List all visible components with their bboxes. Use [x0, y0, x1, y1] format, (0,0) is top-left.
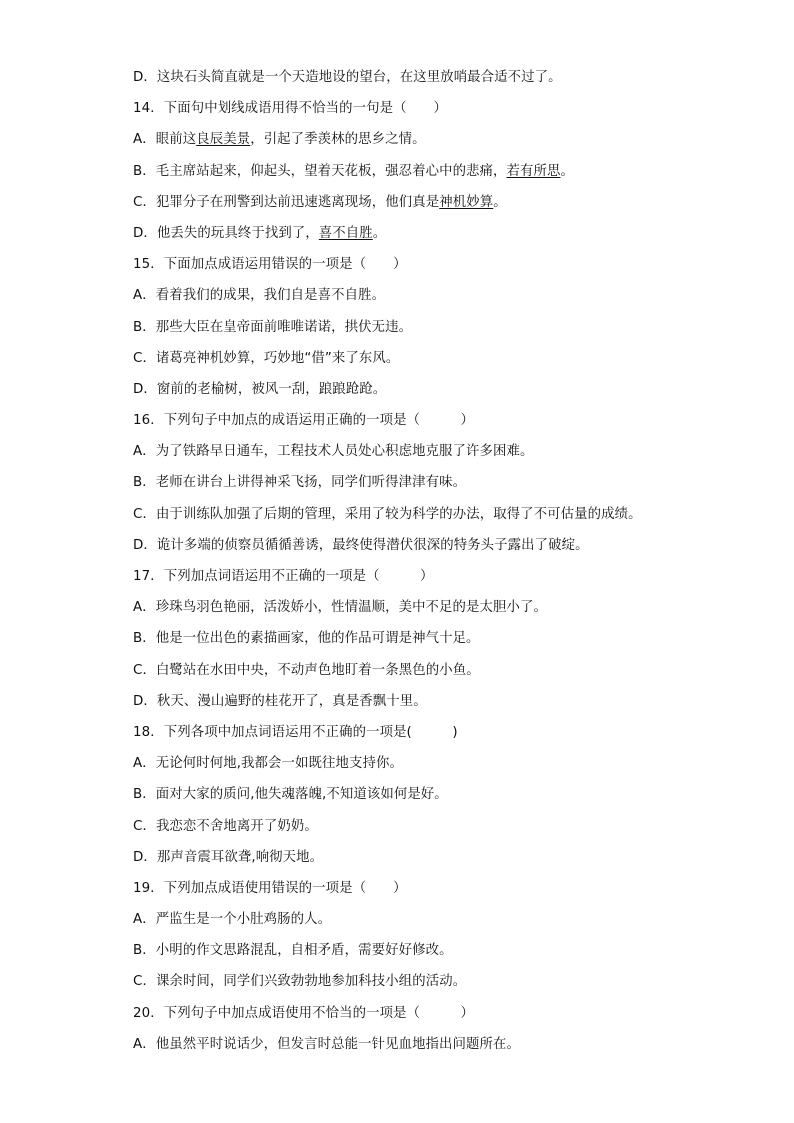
text-segment: D．诡计多端的侦察员循循善诱，最终使得潜伏很深的特务头子露出了破绽。	[133, 537, 589, 553]
text-segment: ，引起了季羡林的思乡之情。	[250, 132, 426, 148]
text-line-q14-c	[133, 187, 673, 218]
text-line-q19	[133, 873, 673, 904]
text-line-q13-d	[133, 62, 673, 93]
text-line-q16-c	[133, 499, 673, 530]
text-segment: 17．下列加点词语运用不正确的一项是（ ）	[133, 569, 434, 584]
text-line-q14-d	[133, 218, 673, 249]
text-segment: 19．下列加点成语使用错误的一项是（ ）	[133, 880, 407, 896]
text-segment: D．那声音震耳欲聋,响彻天地。	[133, 849, 324, 865]
text-line-q18-d	[133, 842, 673, 873]
text-segment: B．他是一位出色的素描画家，他的作品可谓是神气十足。	[133, 631, 480, 647]
text-line-q20-a	[133, 1029, 673, 1060]
text-segment: B．面对大家的质问,他失魂落魄,不知道该如何是好。	[133, 787, 448, 803]
text-line-q20	[133, 998, 673, 1029]
text-line-q14-a	[133, 124, 673, 155]
text-line-q19-a	[133, 904, 673, 935]
text-segment: B．毛主席站起来，仰起头，望着天花板，强忍着心中的悲痛，	[133, 163, 507, 179]
text-segment: 18．下列各项中加点词语运用不正确的一项是( )	[133, 724, 458, 740]
text-line-q18-c	[133, 811, 673, 842]
text-segment: C．课余时间，同学们兴致勃勃地参加科技小组的活动。	[133, 974, 467, 990]
text-segment: B．小明的作文思路混乱，自相矛盾，需要好好修改。	[133, 943, 453, 959]
text-line-q17-d	[133, 686, 673, 717]
text-segment: 14．下面句中划线成语用得不恰当的一句是（ ）	[133, 101, 448, 117]
text-line-q15-c	[133, 343, 673, 374]
text-segment: 。	[493, 194, 507, 210]
text-segment: 。	[372, 225, 387, 241]
underlined-idiom: 良辰美景	[196, 132, 251, 148]
text-line-q17-b	[133, 623, 673, 654]
text-segment: A．珍珠鸟羽色艳丽，活泼娇小，性情温顺，美中不足的是太胆小了。	[133, 600, 547, 616]
text-segment: D．这块石头简直就是一个天造地设的望台，在这里放哨最合适不过了。	[133, 70, 562, 85]
text-segment: C．我恋恋不舍地离开了奶奶。	[133, 818, 318, 834]
text-segment: D．他丢失的玩具终于找到了，	[133, 225, 319, 241]
text-segment: A．看着我们的成果，我们自是喜不自胜。	[133, 288, 386, 304]
text-segment: D．秋天、漫山遍野的桂花开了，真是香飘十里。	[133, 693, 427, 709]
text-line-q17-c	[133, 655, 673, 686]
text-segment: D．窗前的老榆树，被风一刮，踉踉跄跄。	[133, 381, 387, 397]
text-segment: C．白鹭站在水田中央，不动声色地盯着一条黑色的小鱼。	[133, 662, 480, 678]
text-line-q18-a	[133, 748, 673, 779]
text-line-q17-a	[133, 592, 673, 623]
text-segment: B．老师在讲台上讲得神采飞扬，同学们听得津津有味。	[133, 475, 467, 491]
text-line-q16-b	[133, 467, 673, 498]
text-segment: A．为了铁路早日通车，工程技术人员处心积虑地克服了许多困难。	[133, 444, 534, 460]
text-segment: A．无论何时何地,我都会一如既往地支持你。	[133, 756, 403, 772]
underlined-idiom: 喜不自胜	[318, 225, 373, 241]
text-segment: 16．下列句子中加点的成语运用正确的一项是（ ）	[133, 413, 475, 429]
text-line-q16-a	[133, 436, 673, 467]
text-line-q14-b	[133, 156, 673, 187]
text-line-q15-b	[133, 312, 673, 343]
question-list	[133, 62, 673, 1060]
text-line-q19-c	[133, 966, 673, 997]
text-segment: A．严监生是一个小肚鸡肠的人。	[133, 912, 332, 928]
text-line-q16-d	[133, 530, 673, 561]
text-line-q18-b	[133, 779, 673, 810]
text-segment: A．他虽然平时说话少，但发言时总能一针见血地指出问题所在。	[133, 1036, 520, 1052]
text-segment: 20．下列句子中加点成语使用不恰当的一项是（ ）	[133, 1005, 475, 1021]
text-segment: C．犯罪分子在刑警到达前迅速逃离现场，他们真是	[133, 194, 440, 210]
text-line-q15-d	[133, 374, 673, 405]
text-segment: B．那些大臣在皇帝面前唯唯诺诺，拱伏无违。	[133, 319, 413, 335]
text-segment: A．眼前这	[133, 132, 197, 148]
text-line-q15-a	[133, 280, 673, 311]
text-line-q15	[133, 249, 673, 280]
text-segment: 15．下面加点成语运用错误的一项是（ ）	[133, 257, 407, 273]
text-line-q19-b	[133, 935, 673, 966]
text-segment: C．由于训练队加强了后期的管理，采用了较为科学的办法，取得了不可估量的成绩。	[133, 506, 642, 522]
text-segment: 。	[560, 163, 574, 179]
underlined-idiom: 若有所思	[506, 163, 561, 179]
text-line-q18	[133, 717, 673, 748]
text-line-q17	[133, 561, 673, 592]
text-segment: C．诸葛亮神机妙算，巧妙地“借”来了东风。	[133, 350, 400, 366]
text-line-q16	[133, 405, 673, 436]
underlined-idiom: 神机妙算	[439, 194, 494, 210]
text-line-q14	[133, 93, 673, 124]
